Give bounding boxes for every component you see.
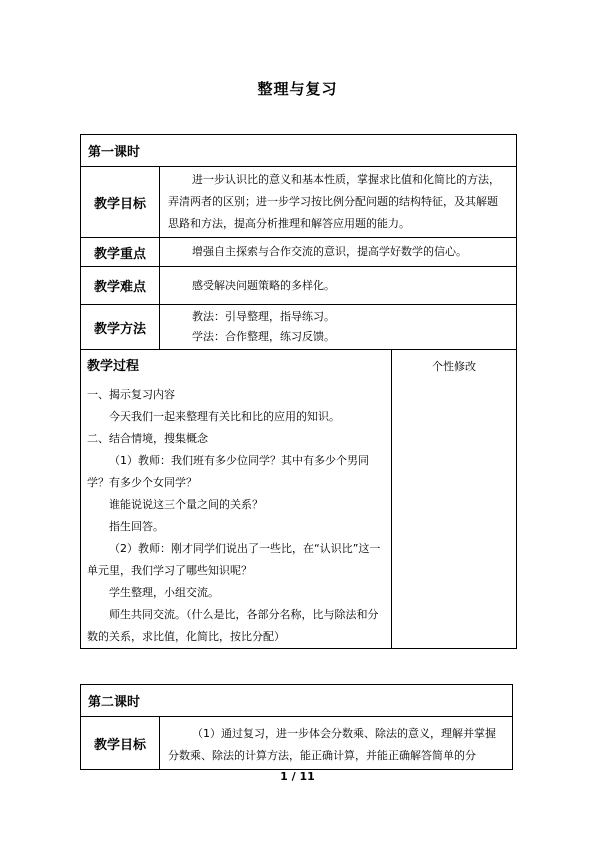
lesson1-table: [80, 134, 517, 649]
lesson1-row-difficulty: [81, 267, 517, 305]
process-paragraph: 今天我们一起来整理有关比和比的应用的知识。: [109, 410, 340, 423]
lesson2-row-goal: [81, 717, 513, 770]
process-paragraph: 师生共同交流。（什么是比，各部分名称，比与除法和分数的关系，求比值，化简比，按比分配）: [87, 608, 379, 643]
row-content: 进一步认识比的意义和基本性质，掌握求比值和化简比的方法，弄清两者的区别；进一步学习按比例分配问题的结构特征，及其解题思路和方法，提高分析推理和解答应用题的能力。: [160, 167, 517, 238]
process-heading: 教学过程: [87, 359, 140, 374]
process-paragraph: 指生回答。: [109, 520, 164, 533]
lesson1-row-goal: [81, 167, 517, 238]
row-label: 教学目标: [81, 717, 160, 770]
row-label: 教学方法: [81, 305, 160, 350]
method-teach: 教法：引导整理，指导练习。: [192, 310, 335, 323]
process-paragraph: 谁能说说这三个量之间的关系？: [109, 498, 263, 511]
lesson1-row-method: [81, 305, 517, 350]
row-label: 教学难点: [81, 267, 160, 305]
lesson2-table: [80, 684, 513, 770]
process-paragraph: 学生整理，小组交流。: [109, 586, 219, 599]
document-title: 整理与复习: [257, 80, 338, 98]
row-content: （1）通过复习，进一步体会分数乘、除法的意义，理解并掌握分数乘、除法的计算方法，能正确计算，并能正确解答简单的分: [160, 717, 513, 770]
lesson1-row-key: [81, 238, 517, 267]
process-content: [81, 350, 392, 649]
row-label: 教学目标: [81, 167, 160, 238]
row-content: 增强自主探索与合作交流的意识，提高学好数学的信心。: [160, 238, 517, 267]
process-paragraph: （2）教师：刚才同学们说出了一些比，在“认识比”这一单元里，我们学习了哪些知识呢？: [87, 542, 381, 577]
row-content: 感受解决问题策略的多样化。: [160, 267, 517, 305]
process-paragraph: 二、结合情境，搜集概念: [87, 432, 208, 445]
personal-modification: 个性修改: [392, 350, 517, 649]
method-learn: 学法：合作整理，练习反馈。: [192, 330, 335, 343]
lesson2-heading: 第二课时: [81, 685, 513, 717]
process-paragraph: 一、揭示复习内容: [87, 388, 175, 401]
lesson1-process-row: [81, 350, 517, 649]
process-paragraph: （1）教师：我们班有多少位同学？其中有多少个男同学？有多少个女同学？: [87, 454, 369, 489]
lesson1-heading: 第一课时: [81, 135, 517, 167]
page-number: 1 / 11: [280, 770, 315, 783]
row-label: 教学重点: [81, 238, 160, 267]
